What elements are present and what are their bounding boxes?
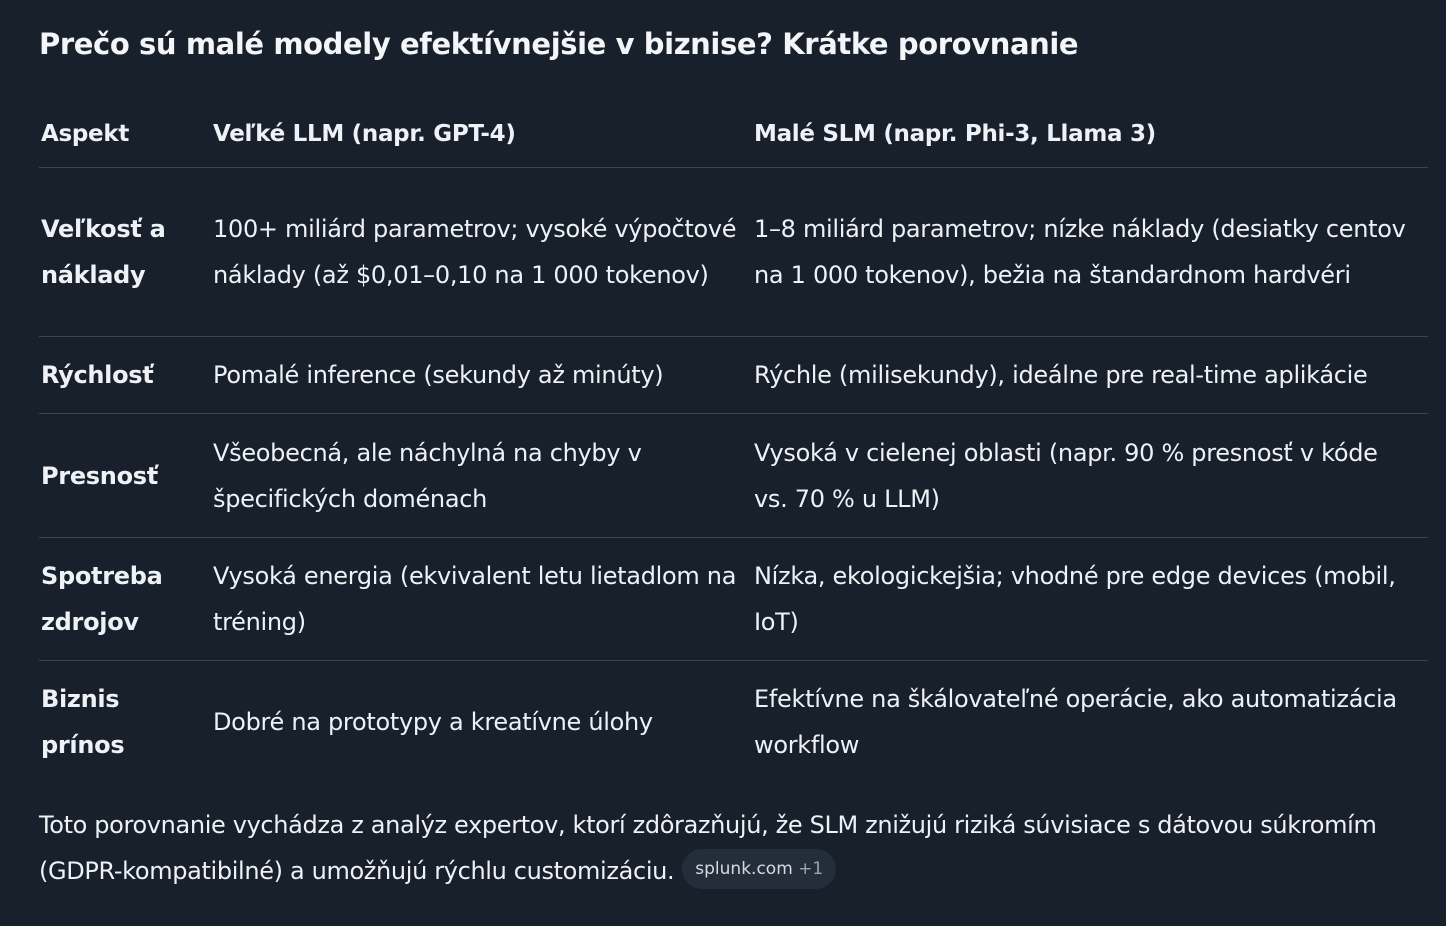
column-header-slm: Malé SLM (napr. Phi-3, Llama 3) xyxy=(754,120,1156,147)
page-title: Prečo sú malé modely efektívnejšie v biznise? Krátke porovnanie xyxy=(39,27,1079,61)
row-llm-value: Vysoká energia (ekvivalent letu lietadlom na tréning) xyxy=(213,562,737,636)
table-header-row xyxy=(39,100,1428,168)
row-llm-value: Pomalé inference (sekundy až minúty) xyxy=(213,361,664,389)
row-slm-value: 1–8 miliárd parametrov; nízke náklady (desiatky centov na 1 000 tokenov), bežia na štandardnom hardvéri xyxy=(754,215,1406,289)
comparison-table xyxy=(39,100,1428,783)
summary-paragraph xyxy=(39,802,1434,894)
row-slm-value: Vysoká v cielenej oblasti (napr. 90 % presnosť v kóde vs. 70 % u LLM) xyxy=(754,438,1378,513)
row-llm-value: Všeobecná, ale náchylná na chyby v špecifických doménach xyxy=(213,438,642,513)
table-row xyxy=(39,538,1428,661)
table-row xyxy=(39,337,1428,414)
table-row xyxy=(39,661,1428,783)
summary-text: Toto porovnanie vychádza z analýz expertov, ktorí zdôrazňujú, že SLM znižujú riziká súvisiace s dátovou súkromím (GDPR-kompatibilné) a umožňujú rýchlu customizáciu. xyxy=(39,811,1377,885)
source-citation-chip[interactable] xyxy=(682,849,836,889)
row-aspect: Veľkosť a náklady xyxy=(41,215,166,289)
row-slm-value: Efektívne na škálovateľné operácie, ako automatizácia workflow xyxy=(754,685,1397,759)
column-header-llm: Veľké LLM (napr. GPT-4) xyxy=(213,120,516,147)
row-aspect: Spotreba zdrojov xyxy=(41,562,163,636)
table-row xyxy=(39,168,1428,337)
row-aspect: Rýchlosť xyxy=(41,361,154,389)
table-row xyxy=(39,414,1428,538)
row-llm-value: 100+ miliárd parametrov; vysoké výpočtové náklady (až $0,01–0,10 na 1 000 tokenov) xyxy=(213,215,737,289)
row-aspect: Presnosť xyxy=(41,461,158,490)
row-slm-value: Rýchle (milisekundy), ideálne pre real-time aplikácie xyxy=(754,361,1368,389)
row-slm-value: Nízka, ekologickejšia; vhodné pre edge devices (mobil, IoT) xyxy=(754,562,1396,636)
source-label: splunk.com xyxy=(695,859,793,879)
column-header-aspect: Aspekt xyxy=(41,120,130,147)
row-llm-value: Dobré na prototypy a kreatívne úlohy xyxy=(213,708,653,736)
row-aspect: Biznis prínos xyxy=(41,685,125,759)
source-extra-count: +1 xyxy=(798,859,824,879)
